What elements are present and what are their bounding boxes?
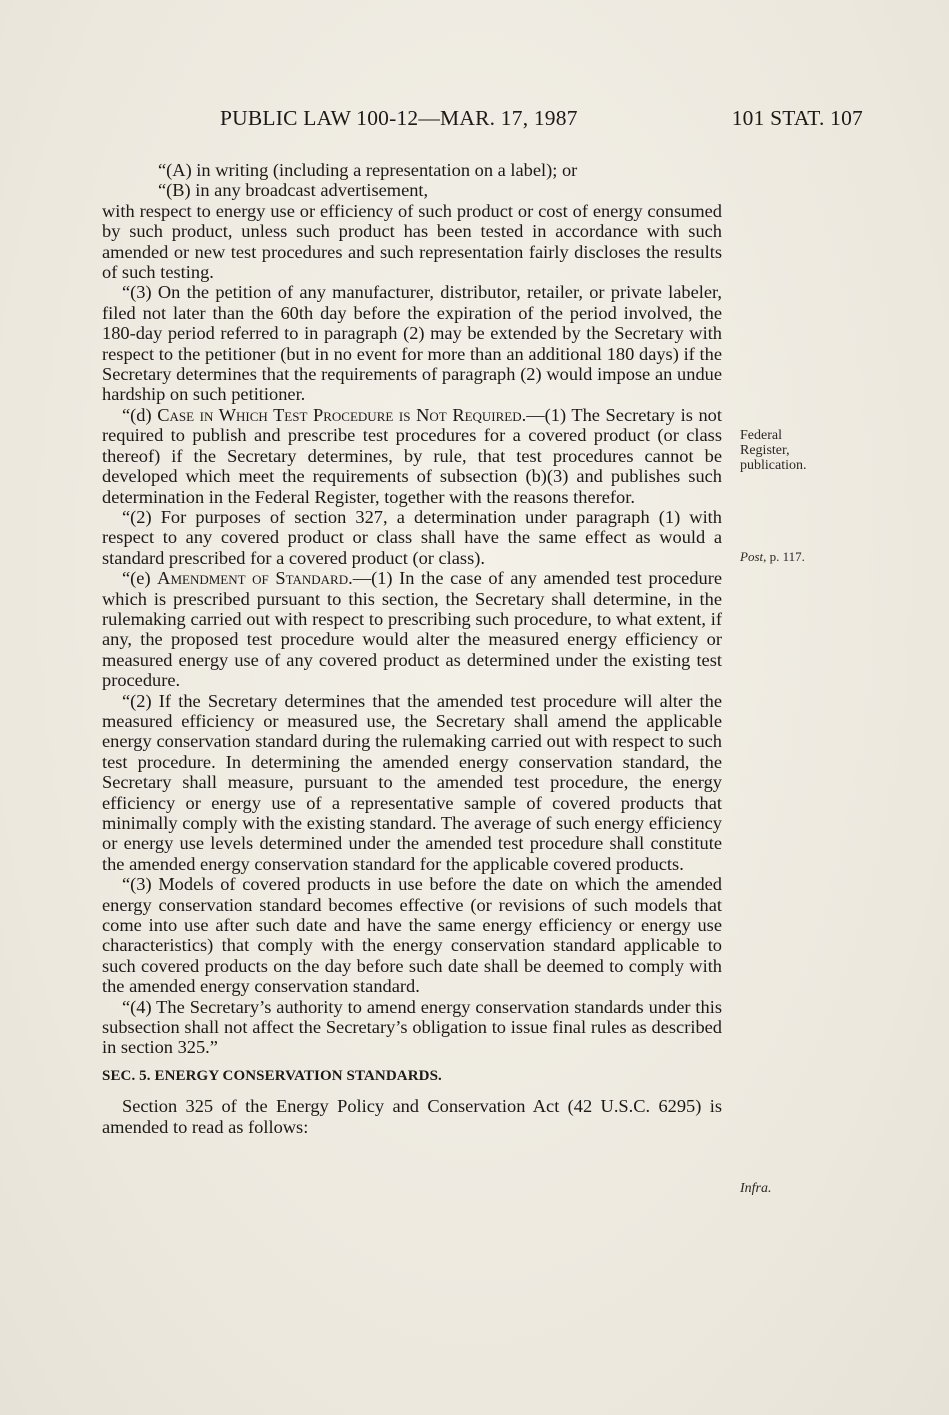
paragraph-3-petition: “(3) On the petition of any manufacturer, distributor, retailer, or private labeler, filed not later than the 60th day before the expiration of the period involved, the 180-day period referred to in paragraph (2) may be extended by the Secretary with respect to the petitioner (but in no event for more than an additional 180 days) if the Secretary determines that the requirements of paragraph (2) would impose an undue hardship on such petitioner. bbox=[102, 282, 722, 405]
paragraph-d-not-required bbox=[102, 405, 722, 507]
statute-page-number: 101 STAT. 107 bbox=[731, 106, 863, 130]
paragraph-e-2: “(2) If the Secretary determines that the amended test procedure will alter the measured efficiency or measured use, the Secretary shall amend the applicable energy conservation standard during the rulemaking carried out with respect to such test procedure. In determining the amended energy conservation standard, the Secretary shall measure, pursuant to the amended test procedure, the energy efficiency or energy use of a representative sample of covered products that minimally comply with the existing standard. The average of such energy efficiency or energy use levels determined under the amended test procedure shall constitute the amended energy conservation standard for the applicable covered products. bbox=[102, 690, 722, 874]
paragraph-d-heading: Case in Which Test Procedure is Not Required. bbox=[157, 404, 527, 425]
paragraph-d-lead: “(d) bbox=[122, 404, 158, 425]
paragraph-a: “(A) in writing (including a representation on a label); or bbox=[158, 160, 578, 180]
paragraph-d-2: “(2) For purposes of section 327, a determination under paragraph (1) with respect to any covered product or class shall have the same effect as would a standard prescribed for a covered product (or class). bbox=[102, 506, 722, 568]
paragraph-e-lead: “(e) bbox=[122, 568, 158, 589]
margin-note-post-italic: Post, bbox=[740, 549, 767, 564]
paragraph-section-325: Section 325 of the Energy Policy and Conservation Act (42 U.S.C. 6295) is amended to read as follows: bbox=[102, 1096, 722, 1137]
paragraph-e-3: “(3) Models of covered products in use before the date on which the amended energy conservation standard becomes effective (or revisions of such models that come into use after such date and have the same energy efficiency or energy use characteristics) that comply with the energy conservation standard applicable to such covered products on the day before such date shall be deemed to comply with the amended energy conservation standard. bbox=[102, 874, 722, 997]
paragraph-e-amendment bbox=[102, 568, 722, 690]
paragraph-e-heading: Amendment of Standard. bbox=[157, 568, 353, 589]
paragraph-b: “(B) in any broadcast advertisement, bbox=[158, 180, 429, 201]
paragraph-representation: with respect to energy use or efficiency of such product or cost of energy consumed by such product, unless such product has been tested in accordance with such amended or new test procedures and such representation fairly discloses the results of such testing. bbox=[102, 200, 722, 283]
section-heading: SEC. 5. ENERGY CONSERVATION STANDARDS. bbox=[102, 1067, 442, 1084]
paragraph-d-text: —(1) The Secretary is not required to publish and prescribe test procedures for a covered product (or class thereof) if the Secretary determines, by rule, that test procedures cannot be developed which meet the requirements of subsection (b)(3) and publishes such determination in the Federal Register, together with the reasons therefor. bbox=[102, 404, 722, 507]
law-title: PUBLIC LAW 100-12—MAR. 17, 1987 bbox=[220, 106, 578, 130]
margin-note-post-page: p. 117. bbox=[766, 549, 805, 564]
paragraph-e-text: —(1) In the case of any amended test procedure which is prescribed pursuant to this section, the Secretary shall determine, in the rulemaking carried out with respect to prescribing such procedure, to what extent, if any, the proposed test procedure would alter the measured energy efficiency or measured energy use of any covered product as determined under the existing test procedure. bbox=[102, 568, 723, 691]
document-body bbox=[102, 160, 722, 1137]
margin-note-post bbox=[740, 549, 805, 564]
margin-note-infra: Infra. bbox=[740, 1181, 772, 1196]
margin-note-federal-register bbox=[740, 428, 807, 473]
running-header bbox=[220, 106, 863, 134]
margin-note-line: Federal bbox=[740, 428, 782, 443]
margin-note-line: publication. bbox=[740, 458, 807, 473]
paragraph-e-4: “(4) The Secretary’s authority to amend energy conservation standards under this subsection shall not affect the Secretary’s obligation to issue final rules as described in section 325.” bbox=[102, 996, 722, 1058]
margin-note-line: Register, bbox=[740, 443, 790, 458]
